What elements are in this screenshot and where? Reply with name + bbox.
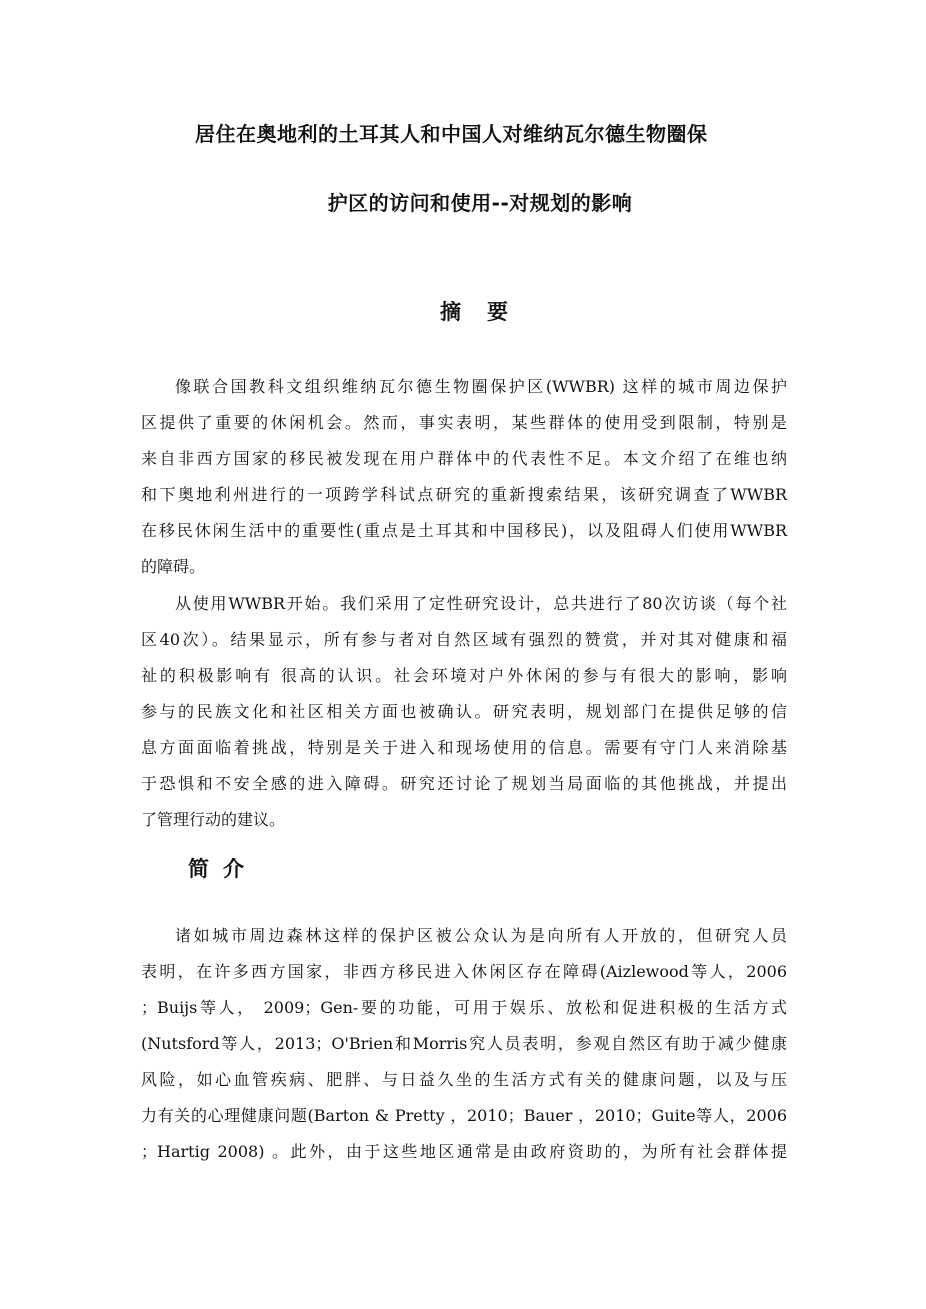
- abstract-line: 来自非西方国家的移民被发现在用户群体中的代表性不足。本文介绍了在维也纳: [141, 449, 787, 468]
- abstract-line: 像联合国教科文组织维纳瓦尔德生物圈保护区(WWBR) 这样的城市周边保护: [175, 377, 787, 396]
- introduction-line: 风险，如心血管疾病、肥胖、与日益久坐的生活方式有关的健康问题，以及与压: [141, 1070, 787, 1089]
- abstract-line: 的障碍。: [141, 557, 206, 576]
- abstract-line: 在移民休闲生活中的重要性(重点是土耳其和中国移民)，以及阻碍人们使用WWBR: [141, 521, 787, 540]
- introduction-line: (Nutsford等人，2013；O'Brien和Morris究人员表明，参观自然区有助于减少健康: [141, 1034, 787, 1053]
- abstract-line: 于恐惧和不安全感的进入障碍。研究还讨论了规划当局面临的其他挑战，并提出: [141, 774, 787, 793]
- abstract-line: 了管理行动的建议。: [141, 810, 286, 829]
- introduction-line: 诸如城市周边森林这样的保护区被公众认为是向所有人开放的，但研究人员: [175, 926, 787, 945]
- abstract-line: 从使用WWBR开始。我们采用了定性研究设计，总共进行了80次访谈（每个社: [175, 594, 787, 613]
- abstract-line: 和下奥地利州进行的一项跨学科试点研究的重新搜索结果，该研究调查了WWBR: [141, 485, 787, 504]
- document-title-line-2: 护区的访问和使用--对规划的影响: [327, 191, 633, 215]
- abstract-line: 参与的民族文化和社区相关方面也被确认。研究表明，规划部门在提供足够的信: [141, 702, 787, 721]
- abstract-line: 祉的积极影响有 很高的认识。社会环境对户外休闲的参与有很大的影响，影响: [141, 666, 787, 685]
- abstract-line: 区40次）。结果显示，所有参与者对自然区域有强烈的赞赏，并对其对健康和福: [141, 630, 787, 649]
- introduction-line: ；Buijs等人， 2009；Gen-要的功能，可用于娱乐、放松和促进积极的生活方式: [141, 998, 787, 1017]
- introduction-line: ；Hartig 2008) 。此外，由于这些地区通常是由政府资助的，为所有社会群体提: [141, 1142, 787, 1161]
- introduction-line: 表明，在许多西方国家，非西方移民进入休闲区存在障碍(Aizlewood等人，2006: [141, 962, 787, 981]
- abstract-heading: 摘要: [440, 300, 534, 324]
- introduction-heading: 简介: [188, 857, 258, 881]
- abstract-line: 息方面面临着挑战，特别是关于进入和现场使用的信息。需要有守门人来消除基: [141, 738, 787, 757]
- introduction-line: 力有关的心理健康问题(Barton & Pretty ，2010；Bauer ，2010；Guite等人，2006: [141, 1106, 787, 1125]
- document-title-line-1: 居住在奥地利的土耳其人和中国人对维纳瓦尔德生物圈保: [195, 122, 708, 146]
- abstract-line: 区提供了重要的休闲机会。然而，事实表明，某些群体的使用受到限制，特别是: [141, 413, 787, 432]
